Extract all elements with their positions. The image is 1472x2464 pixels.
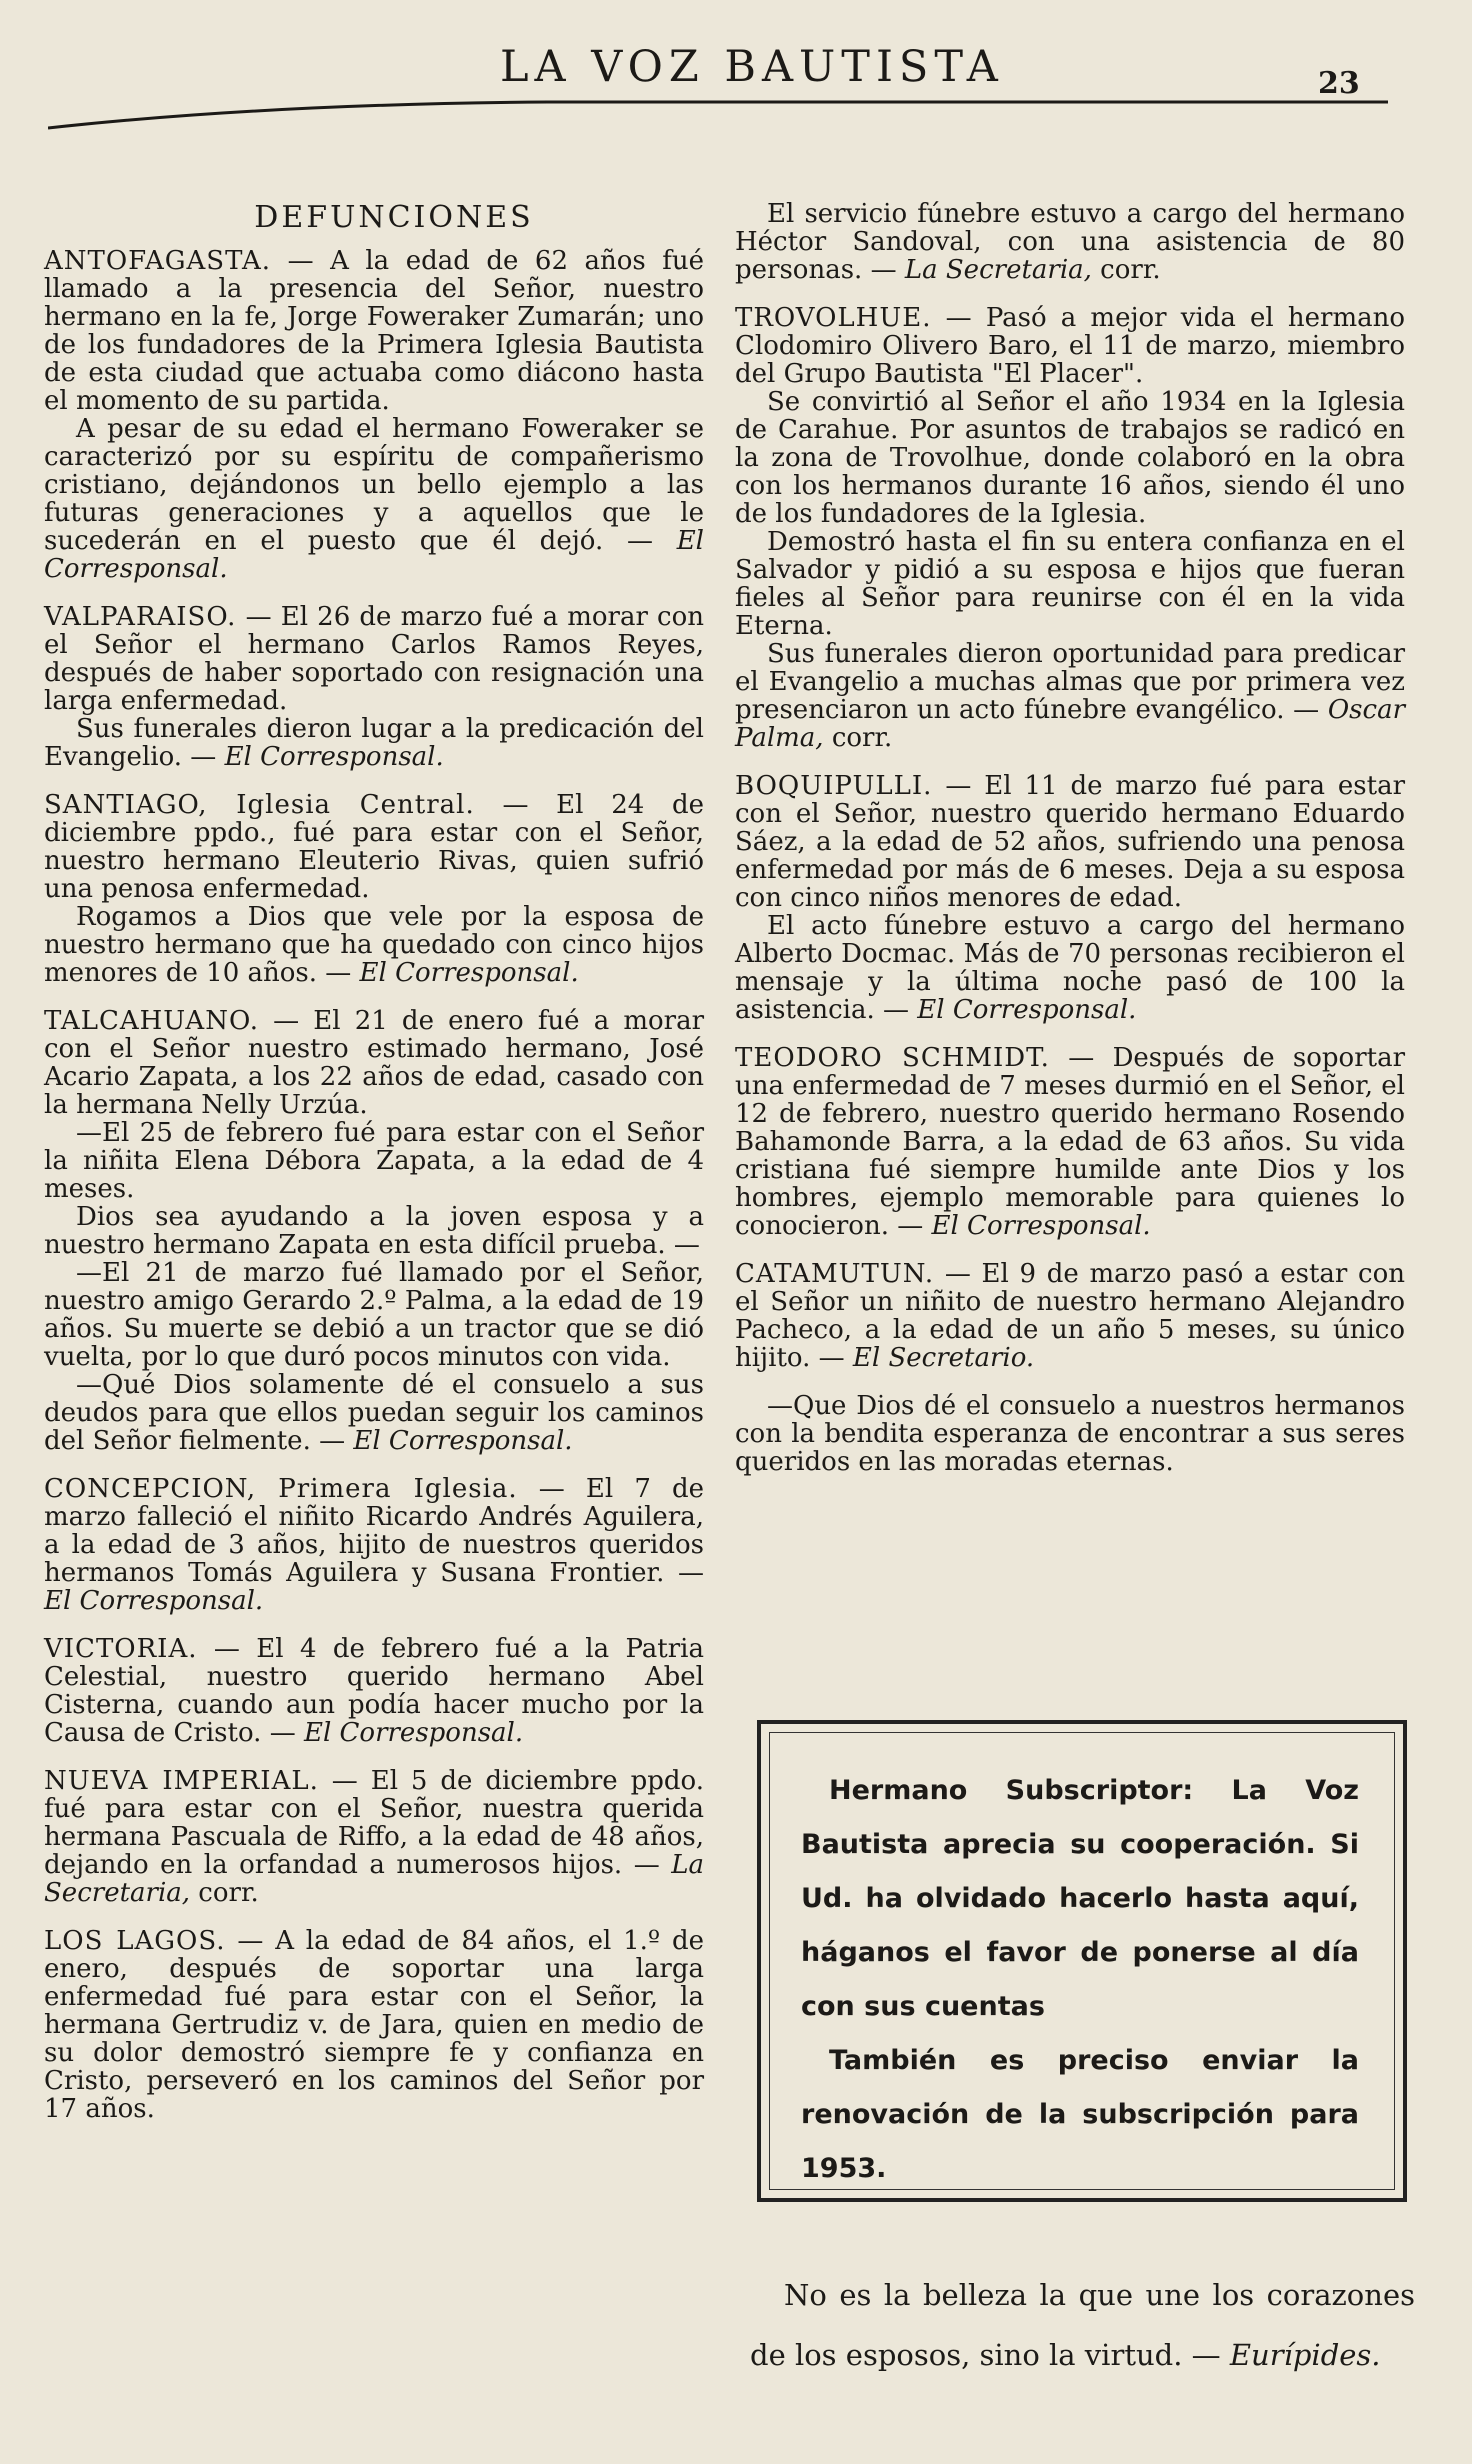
entry-suffix: corr. xyxy=(823,723,893,753)
obituary-entry xyxy=(735,772,1405,1024)
entry-place: TEODORO SCHMIDT. xyxy=(735,1043,1050,1073)
entry-paragraph xyxy=(735,912,1405,1024)
entry-place: ANTOFAGASTA. xyxy=(44,246,272,276)
entry-correspondent: La Secretaria, xyxy=(904,255,1092,285)
obituary-entry xyxy=(44,247,704,583)
entry-text: Demostró hasta el fin su entera confianza en el Salvador y pidió a su esposa e hijos que fueran fieles al Señor para reunirse con él en la vida Eterna. xyxy=(735,527,1405,641)
entry-place: BOQUIPULLI. xyxy=(735,771,933,801)
masthead-title: LA VOZ BAUTISTA xyxy=(500,42,1004,92)
entry-paragraph xyxy=(735,1392,1405,1476)
left-column xyxy=(44,200,704,2143)
entry-paragraph xyxy=(44,1203,704,1259)
entry-text: El acto fúnebre estuvo a cargo del hermano Alberto Docmac. Más de 70 personas recibieron el mensaje y la última noche pasó de 100 la asistencia. — xyxy=(735,911,1405,1025)
entry-text: —Qué Dios solamente dé el consuelo a sus deudos para que ellos puedan seguir los caminos del Señor fielmente. — xyxy=(44,1370,704,1456)
entry-text: — El 7 de marzo falleció el niñito Ricardo Andrés Aguilera, a la edad de 3 años, hijito de nuestros queridos hermanos Tomás Aguilera y Susana Frontier. — xyxy=(44,1474,705,1588)
entry-text: Sus funerales dieron lugar a la predicación del Evangelio. — xyxy=(44,714,704,772)
notice-paragraph-2: También es preciso enviar la renovación de la subscripción para 1953. xyxy=(801,2045,1359,2184)
entry-text: — Después de soportar una enfermedad de 7 meses durmió en el Señor, el 12 de febrero, nuestro querido hermano Rosendo Bahamonde Barra, a la edad de 63 años. Su vida cristiana fué siempre humilde ante Dios y los hombres, ejemplo memorable para quienes lo conocieron. — xyxy=(735,1043,1406,1241)
entry-place: VICTORIA. xyxy=(44,1634,198,1664)
obituary-entry xyxy=(44,1767,704,1907)
entry-correspondent: El Corresponsal. xyxy=(353,1426,573,1456)
subscription-notice-box xyxy=(757,1720,1407,2202)
entry-paragraph xyxy=(44,603,704,715)
entry-place: SANTIAGO, Iglesia Central. xyxy=(44,790,475,820)
right-column xyxy=(735,200,1405,1496)
page-header xyxy=(0,0,1472,130)
header-rule xyxy=(48,100,1388,130)
entry-text: Se convirtió al Señor el año 1934 en la Iglesia de Carahue. Por asuntos de trabajos se radicó en la zona de Trovolhue, donde colaboró en la obra con los hermanos durante 16 años, siendo él uno de los fundadores de la Iglesia. xyxy=(735,387,1405,529)
entry-text: Sus funerales dieron oportunidad para predicar el Evangelio a muchas almas que por primera vez presenciaron un acto fúnebre evangélico. — xyxy=(735,639,1405,725)
entry-correspondent: El Corresponsal. xyxy=(224,742,444,772)
notice-paragraph-1: Hermano Subscriptor: La Voz Bautista aprecia su cooperación. Si Ud. ha olvidado hacerlo hasta aquí, háganos el favor de ponerse al día con sus cuentas xyxy=(801,1775,1359,2022)
quote-author: Eurípides. xyxy=(1229,2338,1381,2372)
entry-correspondent: La Secretaria, xyxy=(44,1850,705,1908)
entry-paragraph xyxy=(735,1260,1405,1372)
entry-correspondent: Oscar Palma, xyxy=(735,695,1405,753)
obituary-entry xyxy=(44,1007,704,1455)
entry-paragraph xyxy=(44,1119,704,1203)
obituary-entry xyxy=(735,1044,1405,1240)
entry-place: CATAMUTUN. xyxy=(735,1259,935,1289)
entry-suffix: corr. xyxy=(1091,255,1161,285)
obituary-entry xyxy=(735,1392,1405,1476)
notice-text xyxy=(801,1764,1359,2196)
entry-paragraph xyxy=(44,791,704,903)
entry-text: — A la edad de 84 años, el 1.º de enero, después de soportar una larga enfermedad fué para estar con el Señor, la hermana Gertrudiz v. de Jara, quien en medio de su dolor demostró siempre fe y confianza en Cristo, perseveró en los caminos del Señor por 17 años. xyxy=(44,1926,705,2124)
entry-correspondent: El Corresponsal. xyxy=(931,1211,1151,1241)
entry-place: TALCAHUANO. xyxy=(44,1006,260,1036)
entry-paragraph xyxy=(44,1475,704,1615)
entry-paragraph xyxy=(44,1007,704,1119)
entry-text: El servicio fúnebre estuvo a cargo del hermano Héctor Sandoval, con una asistencia de 80 personas. — xyxy=(735,199,1405,285)
entry-correspondent: El Corresponsal. xyxy=(917,995,1137,1025)
obituary-entry xyxy=(44,603,704,771)
entry-correspondent: El Secretario. xyxy=(852,1343,1035,1373)
entry-text: — Pasó a mejor vida el hermano Clodomiro Olivero Baro, el 11 de marzo, miembro del Grupo Bautista "El Placer". xyxy=(735,303,1406,389)
obituary-entry xyxy=(735,200,1405,284)
entry-suffix: corr. xyxy=(190,1878,259,1908)
entry-paragraph xyxy=(44,1371,704,1455)
entry-correspondent: El Corresponsal. xyxy=(44,526,704,584)
entry-paragraph xyxy=(44,1259,704,1371)
entry-text: — El 26 de marzo fué a morar con el Señor el hermano Carlos Ramos Reyes, después de haber soportado con resignación una larga enfermedad. xyxy=(44,602,705,716)
entry-text: — El 21 de enero fué a morar con el Señor nuestro estimado hermano, José Acario Zapata, a los 22 años de edad, casado con la hermana Nelly Urzúa. xyxy=(44,1006,704,1120)
section-title: DEFUNCIONES xyxy=(254,200,534,235)
entry-paragraph xyxy=(44,715,704,771)
entry-text: — El 5 de diciembre ppdo. fué para estar con el Señor, nuestra querida hermana Pascuala de Riffo, a la edad de 48 años, dejando en la orfandad a numerosos hijos. — xyxy=(44,1766,704,1880)
entry-text: — El 4 de febrero fué a la Patria Celestial, nuestro querido hermano Abel Cisterna, cuando aun podía hacer mucho por la Causa de Cristo. — xyxy=(44,1634,704,1748)
entry-place: NUEVA IMPERIAL. xyxy=(44,1766,319,1796)
obituary-entry xyxy=(44,1475,704,1615)
entry-text: — El 11 de marzo fué para estar con el Señor, nuestro querido hermano Eduardo Sáez, a la edad de 52 años, sufriendo una penosa enfermedad por más de 6 meses. Deja a su esposa con cinco niños menores de edad. xyxy=(735,771,1406,913)
entry-paragraph xyxy=(735,772,1405,912)
entry-place: TROVOLHUE. xyxy=(735,303,932,333)
entry-paragraph xyxy=(735,528,1405,640)
entry-correspondent: El Corresponsal. xyxy=(359,958,579,988)
entry-paragraph xyxy=(735,640,1405,752)
obituary-entry xyxy=(44,1927,704,2123)
quote-text: No es la belleza la que une los corazones de los esposos, sino la virtud. — xyxy=(750,2278,1415,2372)
entry-text: — El 9 de marzo pasó a estar con el Señor un niñito de nuestro hermano Alejandro Pacheco, a la edad de un año 5 meses, su único hijito. — xyxy=(735,1259,1405,1373)
entry-paragraph xyxy=(44,415,704,583)
entry-text: —El 21 de marzo fué llamado por el Señor, nuestro amigo Gerardo 2.º Palma, a la edad de 19 años. Su muerte se debió a un tractor que se dió vuelta, por lo que duró pocos minutos con vida. xyxy=(44,1258,704,1372)
entry-text: Rogamos a Dios que vele por la esposa de nuestro hermano que ha quedado con cinco hijos menores de 10 años. — xyxy=(44,902,704,988)
entry-text: —El 25 de febrero fué para estar con el Señor la niñita Elena Débora Zapata, a la edad de 4 meses. xyxy=(44,1118,704,1204)
obituary-entry xyxy=(44,791,704,987)
entry-place: LOS LAGOS. xyxy=(44,1926,226,1956)
entry-paragraph xyxy=(44,1635,704,1747)
entry-paragraph xyxy=(735,200,1405,284)
obituary-entry xyxy=(735,304,1405,752)
entry-place: CONCEPCION, Primera Iglesia. xyxy=(44,1474,518,1504)
closing-quote xyxy=(750,2265,1415,2385)
entry-paragraph xyxy=(44,1927,704,2123)
obituary-entry xyxy=(44,1635,704,1747)
entry-paragraph xyxy=(44,247,704,415)
entry-place: VALPARAISO. xyxy=(44,602,237,632)
entry-text: — El 24 de diciembre ppdo., fué para estar con el Señor, nuestro hermano Eleuterio Rivas, quien sufrió una penosa enfermedad. xyxy=(44,790,705,904)
entry-paragraph xyxy=(735,1044,1405,1240)
entry-correspondent: El Corresponsal. xyxy=(44,1586,264,1616)
obituary-entry xyxy=(735,1260,1405,1372)
entry-correspondent: El Corresponsal. xyxy=(303,1718,524,1748)
entry-paragraph xyxy=(44,903,704,987)
entry-text: A pesar de su edad el hermano Foweraker se caracterizó por su espíritu de compañerismo cristiano, dejándonos un bello ejemplo a las futuras generaciones y a aquellos que le sucederán en el puesto que él dejó. — xyxy=(44,414,704,556)
page-number: 23 xyxy=(1318,66,1360,101)
entry-paragraph xyxy=(735,304,1405,388)
right-entries xyxy=(735,200,1405,1476)
entry-text: —Que Dios dé el consuelo a nuestros hermanos con la bendita esperanza de encontrar a sus seres queridos en las moradas eternas. xyxy=(735,1391,1405,1477)
left-entries xyxy=(44,247,704,2123)
entry-text: — A la edad de 62 años fué llamado a la presencia del Señor, nuestro hermano en la fe, Jorge Foweraker Zumarán; uno de los fundadores de la Primera Iglesia Bautista de esta ciudad que actuaba como diácono hasta el momento de su partida. xyxy=(44,246,705,416)
entry-text: Dios sea ayudando a la joven esposa y a nuestro hermano Zapata en esta difícil prueba. — xyxy=(44,1202,704,1260)
entry-paragraph xyxy=(735,388,1405,528)
entry-paragraph xyxy=(44,1767,704,1907)
